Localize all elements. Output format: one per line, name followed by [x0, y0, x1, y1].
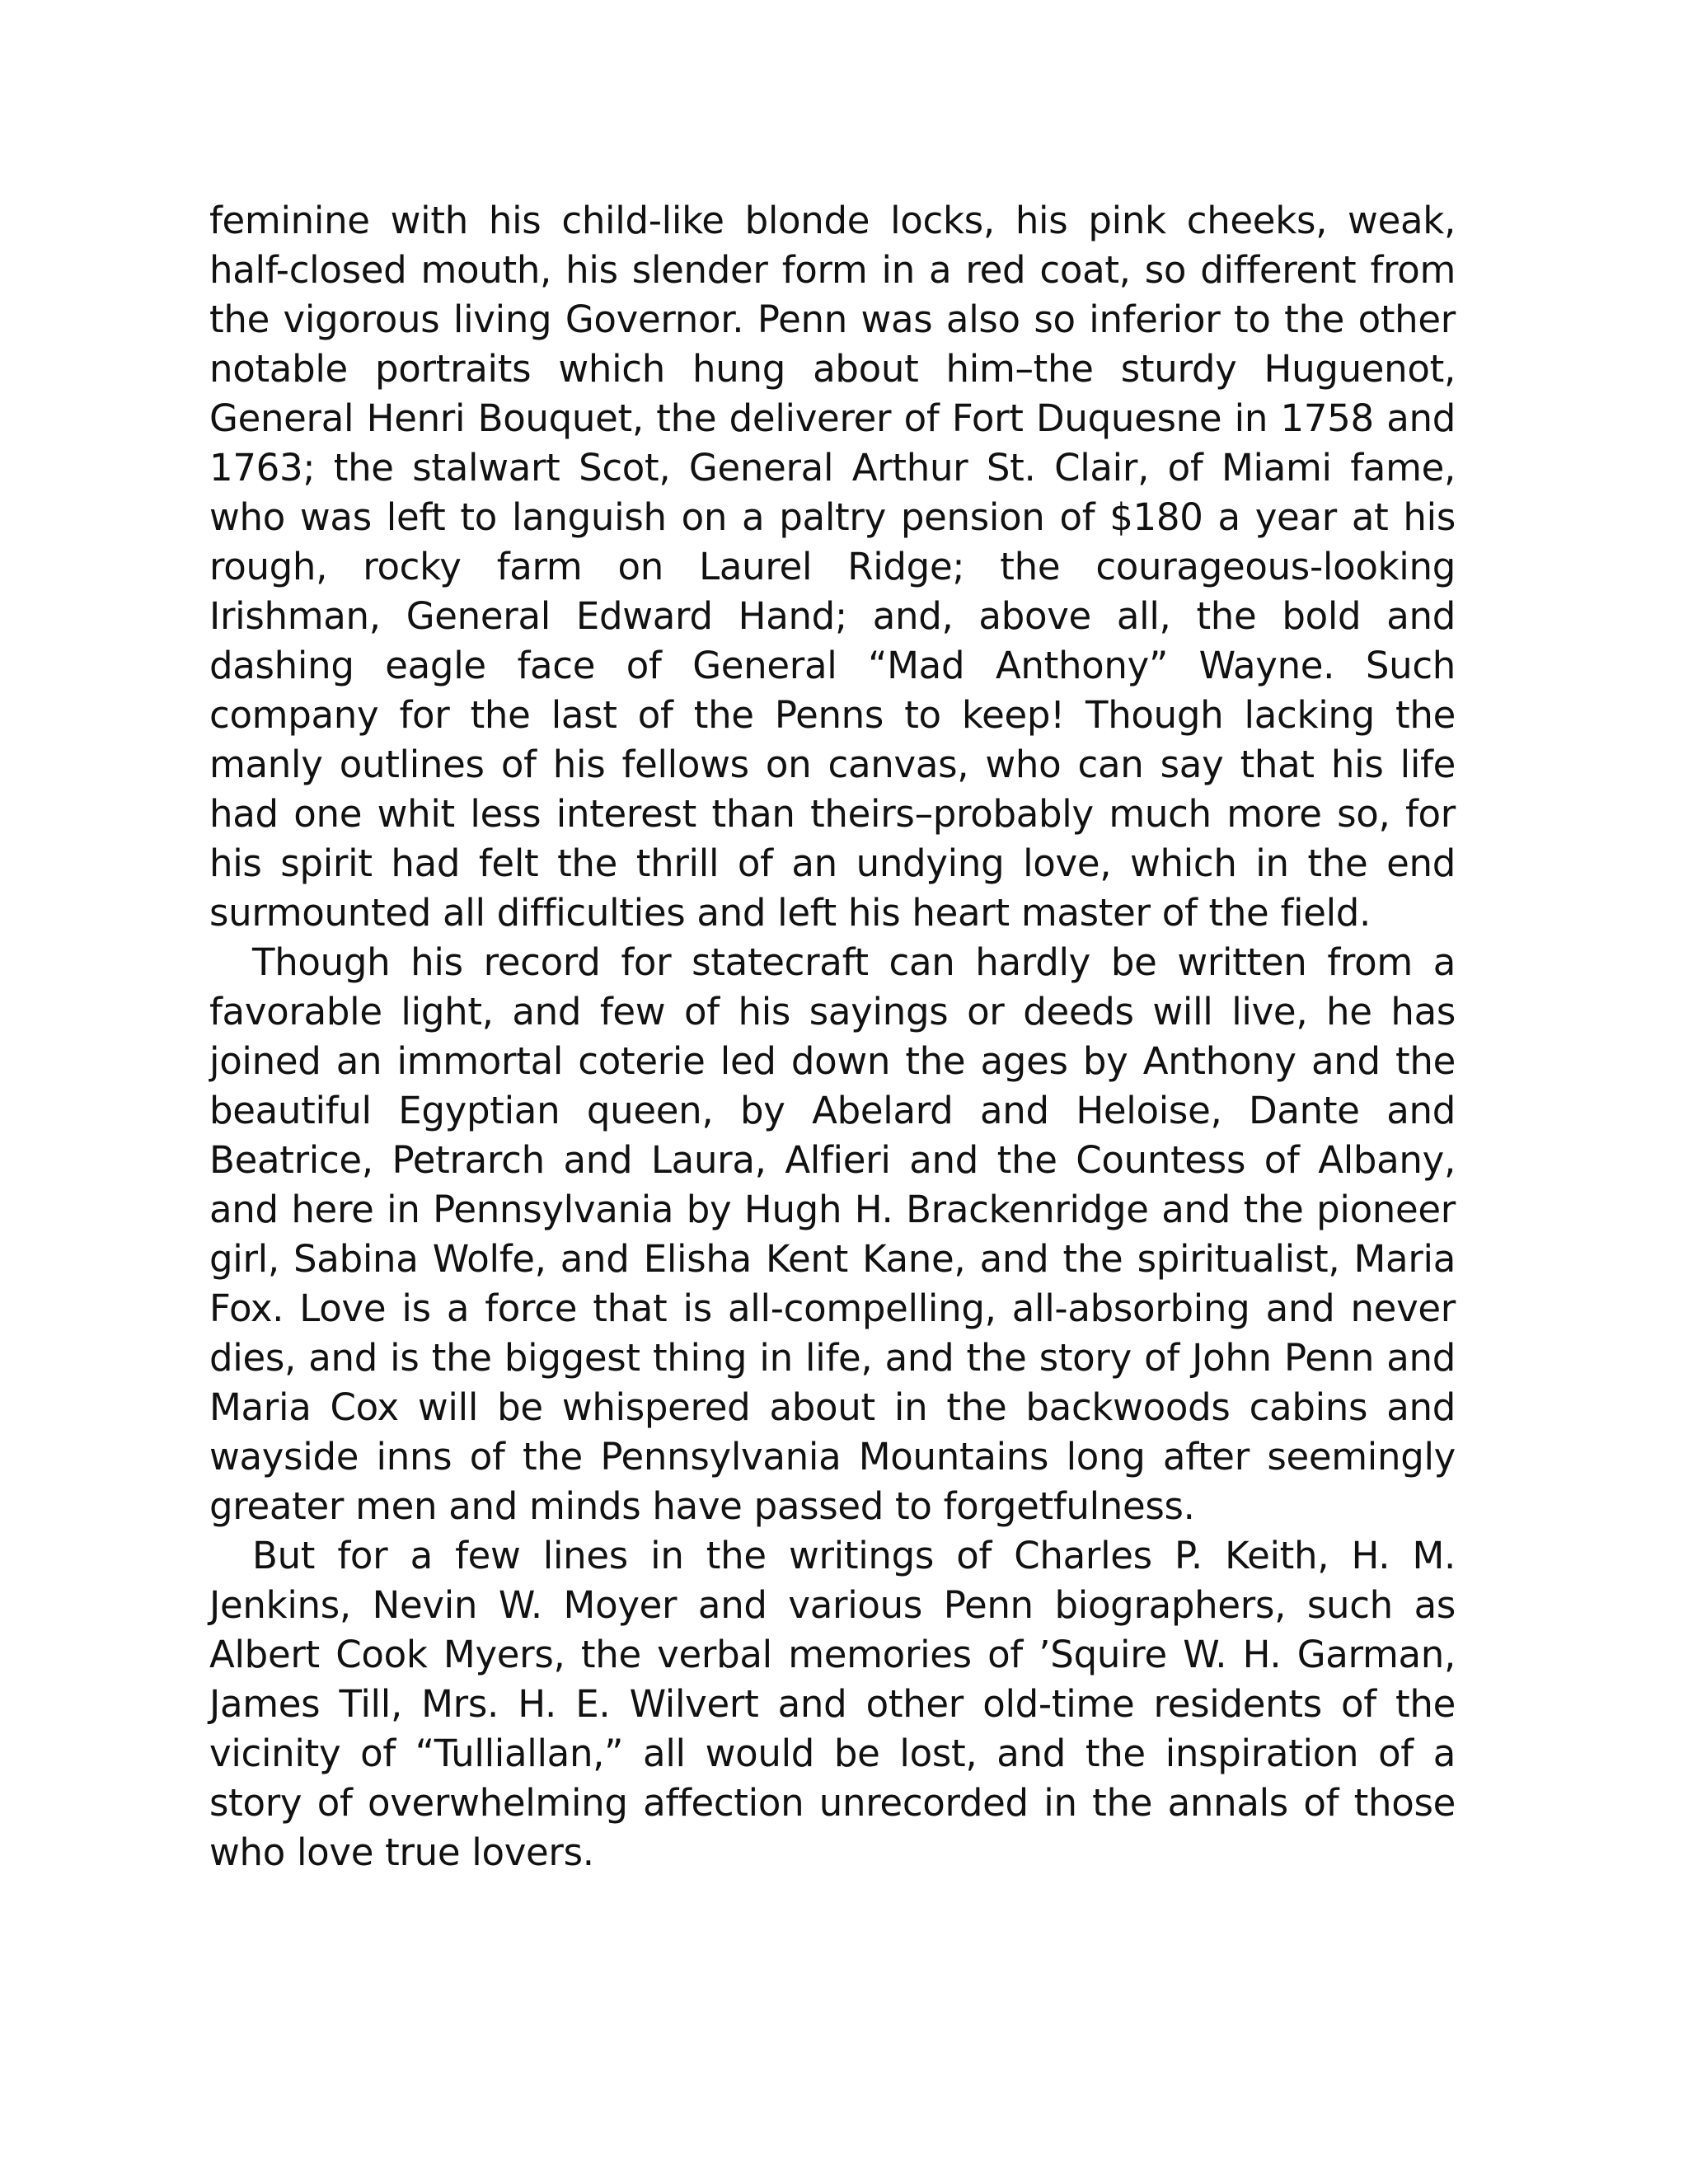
paragraph-1: feminine with his child-like blonde locks, his pink cheeks, weak, half-closed mouth, his slender form in a red coat, so different from the vigorous living Governor. Penn was also so inferior to the other notable portraits which hung about him–the sturdy Huguenot, General Henri Bouquet, the deliverer of Fort Duquesne in 1758 and 1763; the stalwart Scot, General Arthur St. Clair, of Miami fame, who was left to languish on a paltry pension of $180 a year at his rough, rocky farm on Laurel Ridge; the courageous-looking Irishman, General Edward Hand; and, above all, the bold and dashing eagle face of General “Mad Anthony” Wayne. Such company for the last of the Penns to keep! Though lacking the manly outlines of his fellows on canvas, who can say that his life had one whit less interest than theirs–probably much more so, for his spirit had felt the thrill of an undying love, which in the end surmounted all difficulties and left his heart master of the field. — [209, 199, 1456, 935]
paragraph-2: Though his record for statecraft can hardly be written from a favorable light, and few of his sayings or deeds will live, he has joined an immortal coterie led down the ages by Anthony and the beautiful Egyptian queen, by Abelard and Heloise, Dante and Beatrice, Petrarch and Laura, Alfieri and the Countess of Albany, and here in Pennsylvania by Hugh H. Brackenridge and the pioneer girl, Sabina Wolfe, and Elisha Kent Kane, and the spiritualist, Maria Fox. Love is a force that is all-compelling, all-absorbing and never dies, and is the biggest thing in life, and the story of John Penn and Maria Cox will be whispered about in the backwoods cabins and wayside inns of the Pennsylvania Mountains long after seemingly greater men and minds have passed to forgetfulness. — [209, 940, 1456, 1528]
body-text — [209, 196, 1456, 1877]
paragraph-3: But for a few lines in the writings of Charles P. Keith, H. M. Jenkins, Nevin W. Moyer and various Penn biographers, such as Albert Cook Myers, the verbal memories of ’Squire W. H. Garman, James Till, Mrs. H. E. Wilvert and other old-time residents of the vicinity of “Tulliallan,” all would be lost, and the inspiration of a story of overwhelming affection unrecorded in the annals of those who love true lovers. — [209, 1534, 1456, 1874]
